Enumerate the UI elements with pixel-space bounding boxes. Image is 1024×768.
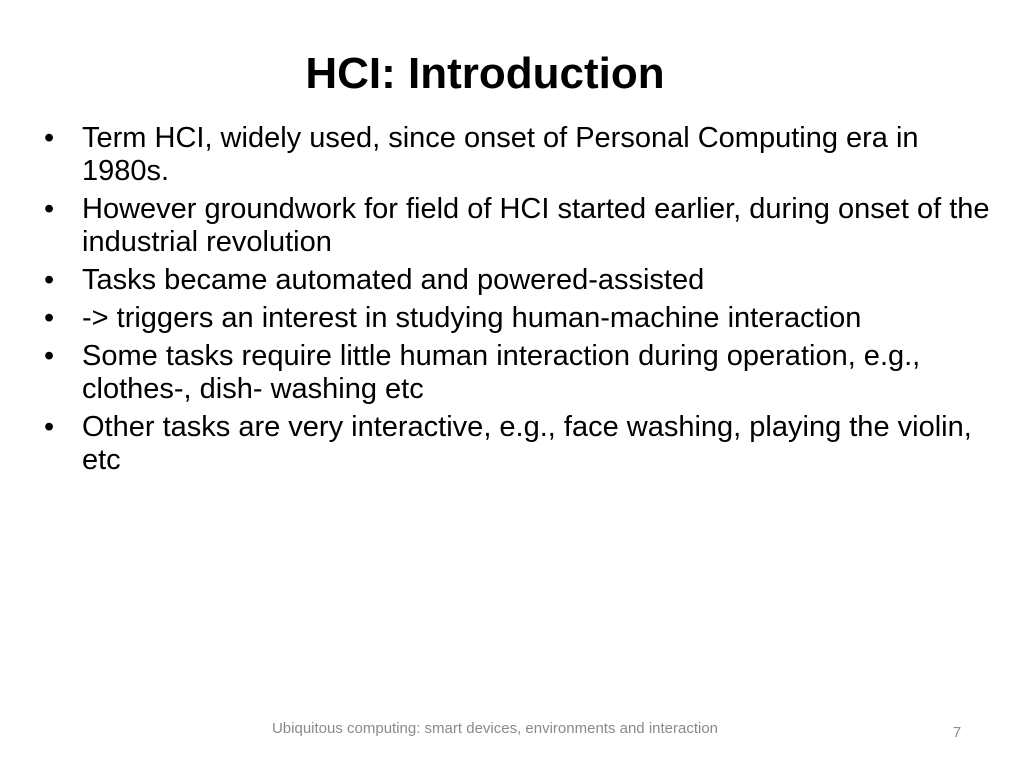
bullet-text: However groundwork for field of HCI started earlier, during onset of the industrial revolution xyxy=(82,193,990,258)
bullet-icon: • xyxy=(44,122,55,154)
bullet-item xyxy=(44,264,1004,297)
bullet-icon: • xyxy=(44,411,55,443)
bullet-list xyxy=(44,122,1004,482)
bullet-text: Tasks became automated and powered-assisted xyxy=(82,264,705,296)
bullet-icon: • xyxy=(44,340,55,372)
slide-title: HCI: Introduction xyxy=(305,49,665,98)
bullet-item xyxy=(44,193,1004,259)
page-number: 7 xyxy=(952,724,962,741)
bullet-icon: • xyxy=(44,264,55,296)
bullet-text: Other tasks are very interactive, e.g., face washing, playing the violin, etc xyxy=(82,411,972,476)
slide-footer: Ubiquitous computing: smart devices, environments and interaction xyxy=(271,720,719,737)
bullet-item xyxy=(44,302,1004,335)
bullet-item xyxy=(44,122,1004,188)
bullet-icon: • xyxy=(44,193,55,225)
bullet-text: -> triggers an interest in studying human-machine interaction xyxy=(82,302,862,334)
bullet-icon: • xyxy=(44,302,55,334)
bullet-text: Term HCI, widely used, since onset of Personal Computing era in 1980s. xyxy=(82,122,919,187)
bullet-item xyxy=(44,411,1004,477)
bullet-item xyxy=(44,340,1004,406)
bullet-text: Some tasks require little human interaction during operation, e.g., clothes-, dish- washing etc xyxy=(82,340,921,405)
